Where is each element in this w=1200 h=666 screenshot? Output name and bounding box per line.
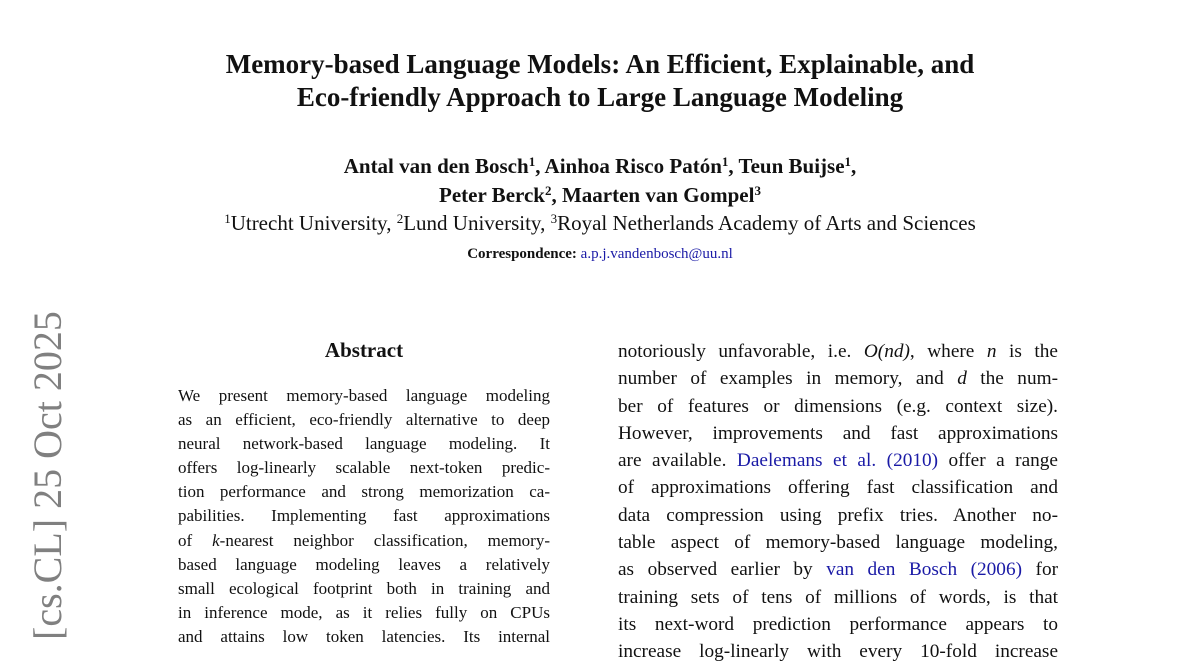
abstract-line: small ecological footprint both in training and [178, 578, 550, 598]
author-name: Maarten van Gompel [561, 183, 755, 207]
math-d: d [957, 368, 967, 390]
affiliation-mark: 1 [528, 154, 536, 169]
author-name: Teun Buijse [738, 154, 845, 178]
body-text-fragment: offer a range [938, 450, 1058, 472]
citation-link[interactable]: van den Bosch (2006) [826, 559, 1023, 581]
body-line [618, 338, 1058, 365]
correspondence-label: Correspondence: [467, 246, 577, 262]
arxiv-sidebar-stamp: [cs.CL] 25 Oct 2025 [25, 311, 70, 640]
affiliations [0, 209, 1200, 238]
abstract-text-fragment: -nearest neighbor classification, memory- [219, 530, 551, 550]
author-list [0, 152, 1200, 210]
body-text-fragment: are available. [618, 450, 737, 472]
title-line: Memory-based Language Models: An Efficient, Explainable, and [225, 49, 975, 79]
body-text-fragment: is the [996, 341, 1058, 362]
body-line: training sets of tens of millions of words, is that [618, 586, 1058, 608]
abstract-text-fragment: of [178, 530, 213, 550]
affiliation: Royal Netherlands Academy of Arts and Sciences [557, 211, 976, 235]
abstract-line: tion performance and strong memorization ca- [178, 482, 550, 502]
body-line [618, 365, 1058, 392]
affiliation-mark: 1 [721, 154, 729, 169]
body-line: of approximations offering fast classification and [618, 477, 1058, 499]
correspondence [0, 243, 1200, 265]
abstract-line: based language modeling leaves a relatively [178, 554, 550, 574]
title-line: Eco-friendly Approach to Large Language Modeling [296, 82, 904, 112]
affiliation: Utrecht University, [230, 211, 392, 235]
affiliation-mark: 3 [754, 183, 761, 198]
body-line [618, 447, 1058, 474]
affiliation-mark: 2 [544, 183, 552, 198]
body-text-fragment: , where [909, 341, 987, 362]
abstract-line [178, 529, 550, 553]
math-k: k [212, 530, 220, 550]
body-line: ber of features or dimensions (e.g. context size). [618, 395, 1058, 417]
affiliation-mark: 1 [844, 154, 852, 169]
paper-title [0, 48, 1200, 114]
author-line-2: Peter Berck$^2$, Maarten van Gompel$^3$ [439, 183, 761, 207]
author-name: Antal van den Bosch [343, 154, 529, 178]
body-text-fragment: as observed earlier by [618, 559, 827, 581]
affiliation-mark: 3 [550, 211, 558, 226]
body-text-fragment: for [1022, 559, 1059, 581]
correspondence-email-link[interactable]: a.p.j.vandenbosch@uu.nl [580, 246, 733, 262]
math-n: n [986, 341, 997, 362]
affiliation-mark: 2 [396, 211, 404, 226]
body-text-fragment: the num- [966, 368, 1058, 390]
body-line: increase log-linearly with every 10-fold increase [618, 641, 1058, 663]
body-line: its next-word prediction performance appears to [618, 613, 1058, 635]
body-line: data compression using prefix tries. Another no- [618, 504, 1058, 526]
abstract-line: as an efficient, eco-friendly alternative to deep [178, 410, 550, 430]
abstract-line: We present memory-based language modeling [178, 386, 550, 405]
abstract-heading: Abstract [324, 338, 404, 362]
body-line: table aspect of memory-based language modeling, [618, 532, 1058, 554]
author-name: Peter Berck [439, 183, 545, 207]
math-complexity: O(nd) [863, 341, 910, 362]
body-text-fragment: number of examples in memory, and [618, 368, 958, 390]
affiliation: Lund University, [403, 211, 546, 235]
abstract-line: pabilities. Implementing fast approximations [178, 506, 550, 526]
affiliation-mark: 1 [224, 211, 231, 226]
abstract-line: in inference mode, as it relies fully on CPUs [178, 602, 550, 622]
abstract-line: and attains low token latencies. Its internal [178, 626, 550, 646]
author-line-1: Antal van den Bosch$^1$, Ainhoa Risco Patón$^1$, Teun Buijse$^1$, [343, 154, 857, 178]
body-text-fragment: notoriously unfavorable, i.e. [618, 341, 864, 362]
abstract-text [178, 384, 550, 649]
body-line [618, 556, 1058, 583]
body-column-right [618, 338, 1058, 666]
abstract-line: offers log-linearly scalable next-token predic- [178, 458, 550, 478]
author-name: Ainhoa Risco Patón [544, 154, 722, 178]
citation-link[interactable]: Daelemans et al. (2010) [736, 450, 939, 472]
abstract-line: neural network-based language modeling. It [178, 434, 550, 454]
body-line: However, improvements and fast approximations [618, 422, 1058, 444]
